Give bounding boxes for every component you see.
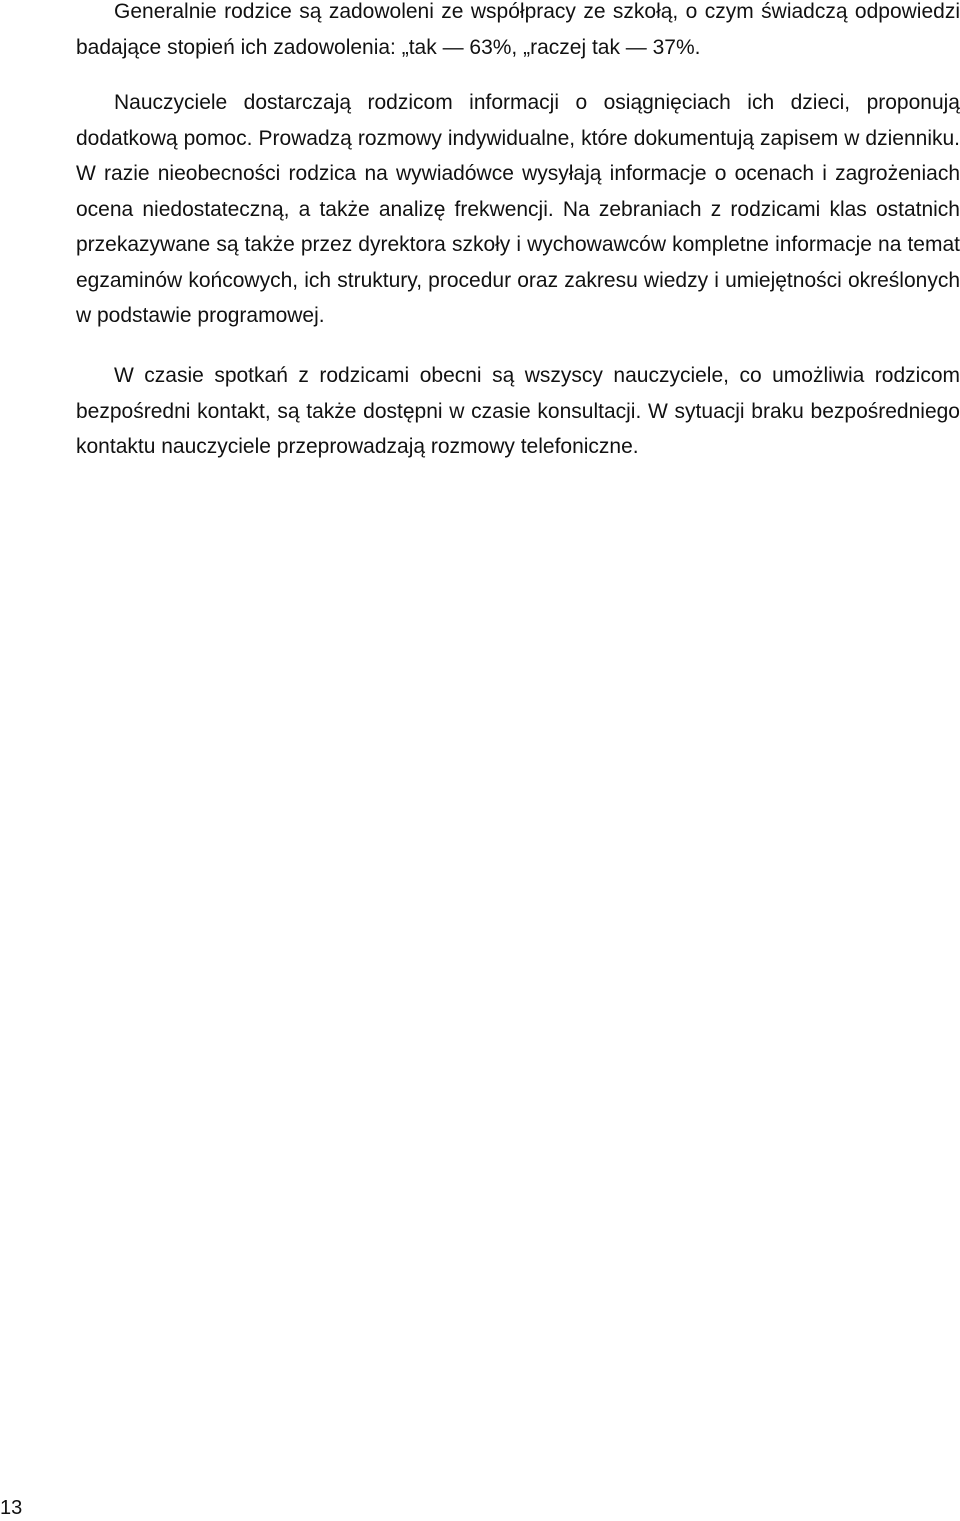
paragraph-parent-satisfaction: [76, 0, 960, 65]
page-number: 13: [0, 1497, 23, 1519]
paragraph-teacher-communication: [76, 85, 960, 334]
paragraph-parent-meetings: [76, 358, 960, 465]
paragraph-text: Nauczyciele dostarczają rodzicom informacji o osiągnięciach ich dzieci, proponują dodatkową pomoc. Prowadzą rozmowy indywidualne, które dokumentują zapisem w dzienniku. W razie nieobecności rodzica na wywiadówce wysyłają informacje o ocenach i zagrożeniach ocena niedostateczną, a także analizę frekwencji. Na zebraniach z rodzicami klas ostatnich przekazywane są także przez dyrektora szkoły i wychowawców kompletne informacje na temat egzaminów końcowych, ich struktury, procedur oraz zakresu wiedzy i umiejętności określonych w podstawie programowej.: [76, 91, 960, 327]
paragraph-text: W czasie spotkań z rodzicami obecni są wszyscy nauczyciele, co umożliwia rodzicom bezpośredni kontakt, są także dostępni w czasie konsultacji. W sytuacji braku bezpośredniego kontaktu nauczyciele przeprowadzają rozmowy telefoniczne.: [76, 364, 960, 458]
paragraph-text: Generalnie rodzice są zadowoleni ze współpracy ze szkołą, o czym świadczą odpowiedzi badające stopień ich zadowolenia: „tak — 63%, „raczej tak — 37%.: [76, 0, 960, 59]
